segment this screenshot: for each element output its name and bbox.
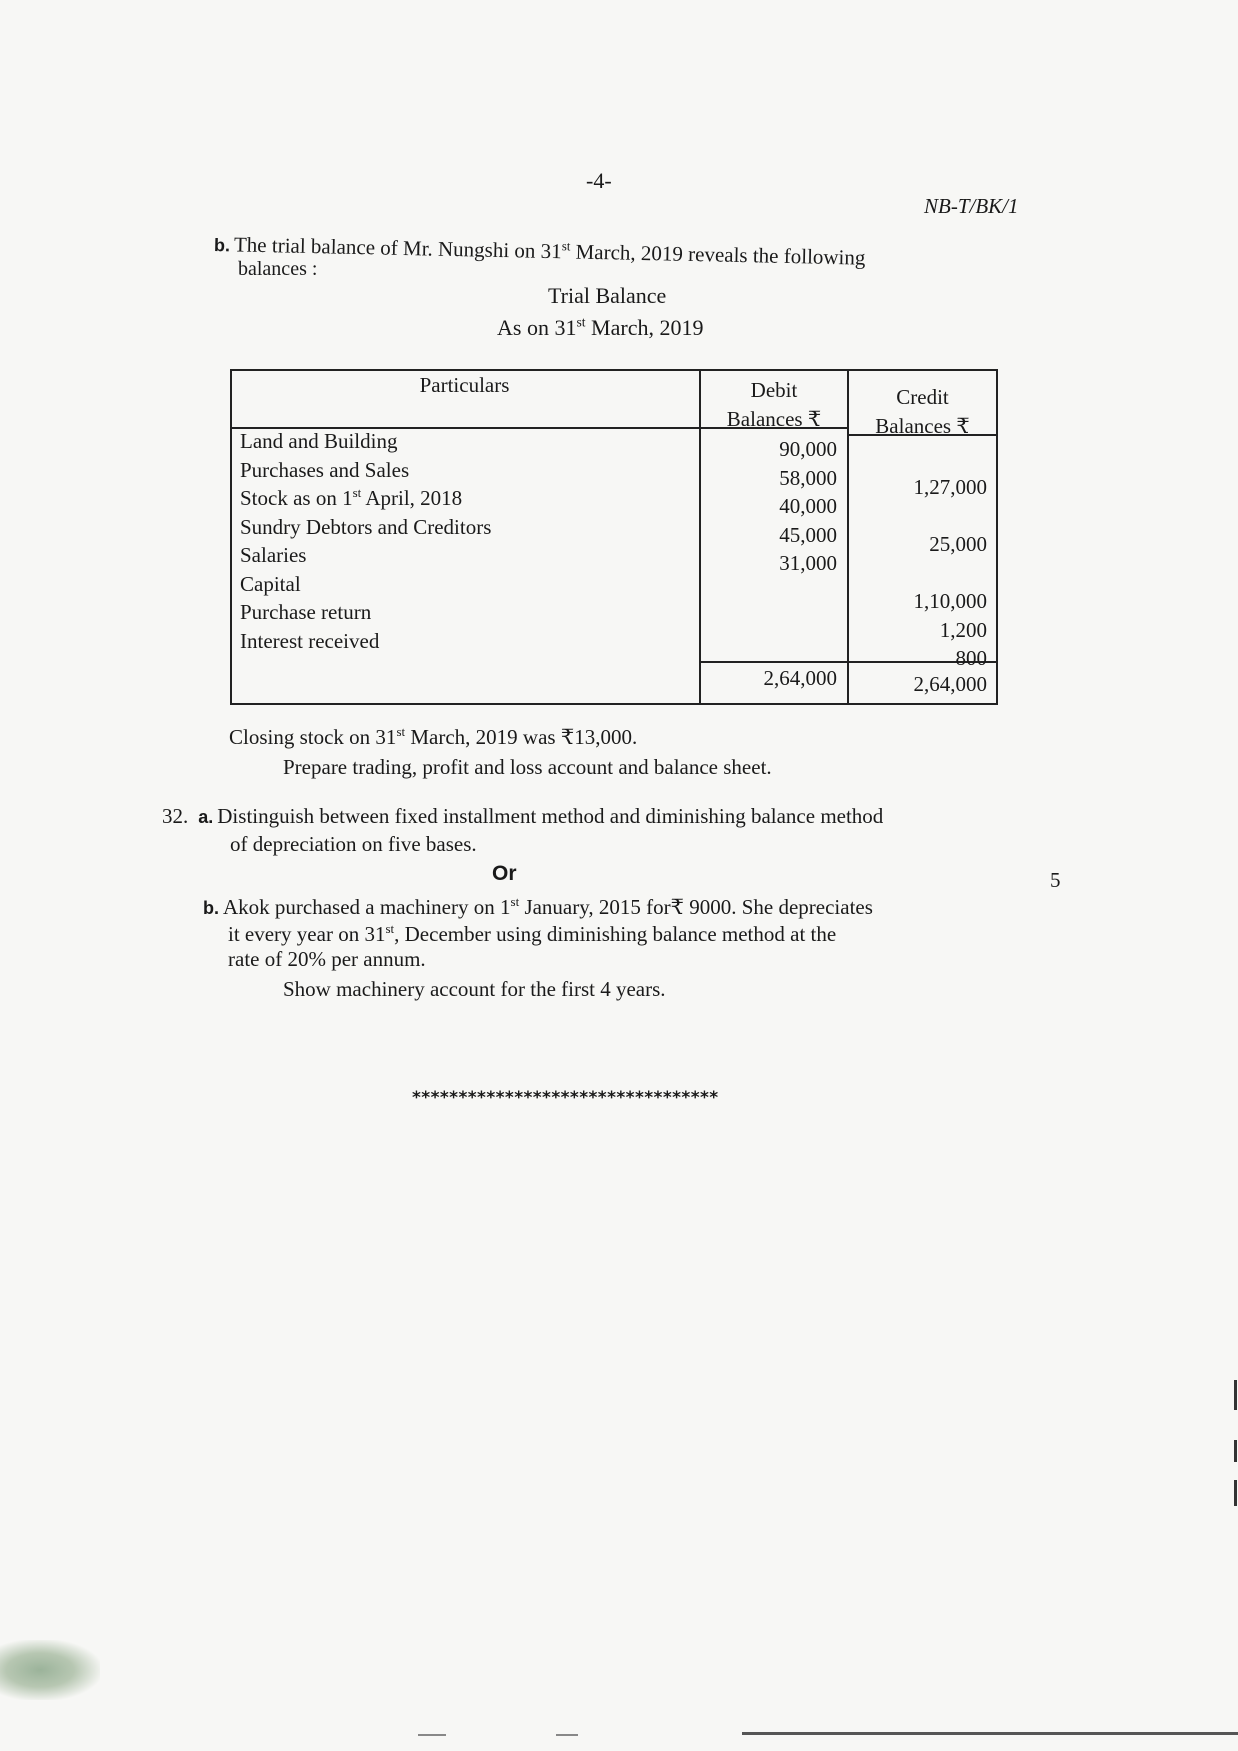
question-b-sup: st [561,238,571,254]
date-text-b: March, 2019 [585,315,704,340]
total-credit: 2,64,000 [913,672,987,696]
credit-column [849,473,987,673]
credit-spacer [849,559,987,588]
question-32b-line3: rate of 20% per annum. [228,947,426,971]
question-b-label: b. [213,235,231,256]
scan-right-mark [1234,1440,1237,1462]
question-32a [162,804,883,829]
debit-value: 40,000 [779,494,837,518]
trial-balance-title: Trial Balance [548,283,667,308]
debit-value: 45,000 [779,522,837,547]
question-32b-line2-sup: st [385,921,395,936]
table-row-particular [240,484,491,513]
scan-edge-line [742,1732,1238,1735]
credit-value: 800 [955,646,987,670]
table-row-particular: Salaries [240,543,307,567]
header-credit-line2: Balances ₹ [875,414,970,438]
question-32b-text-a: Akok purchased a machinery on 1 [223,895,511,919]
question-32b-line2 [228,922,836,947]
end-of-paper-stars: ********************************* [412,1088,719,1108]
credit-value: 1,27,000 [913,475,987,499]
debit-value: 31,000 [779,551,837,575]
question-b-text-a: The trial balance of Mr. Nungshi on 31 [233,232,562,264]
header-credit [849,383,996,441]
date-text-a: As on 31 [497,315,577,340]
question-32b-label: b. [203,898,219,918]
closing-text-b: March, 2019 was ₹13,000. [405,725,638,749]
stock-text-a: Stock as on 1 [240,486,353,510]
scan-edge-dash [418,1734,446,1736]
scan-edge-dash [556,1734,578,1736]
table-row-particular: Capital [240,571,301,596]
debit-column [701,435,837,578]
question-b-intro-line2: balances : [238,258,318,280]
closing-stock-note [229,725,637,750]
stock-sup: st [352,485,362,500]
header-debit-line1: Debit [750,378,798,402]
header-credit-line1: Credit [896,385,949,409]
question-32b-sup: st [510,894,520,909]
question-32a-label: a. [198,807,214,827]
paper-code: NB-T/BK/1 [924,194,1019,218]
question-32b-text-b: January, 2015 for₹ 9000. She depreciates [519,895,873,919]
prepare-instruction: Prepare trading, profit and loss account and balance sheet. [283,755,772,779]
question-b-text-b: March, 2019 reveals the following [570,239,866,270]
particulars-column [240,427,491,655]
scan-right-mark [1234,1480,1237,1506]
credit-value: 25,000 [929,532,987,556]
credit-value: 1,200 [939,617,987,642]
debit-value: 58,000 [779,465,837,490]
date-sup: st [576,314,586,330]
or-separator: Or [492,862,517,885]
question-32b-line4: Show machinery account for the first 4 years. [283,977,666,1001]
credit-value: 1,10,000 [913,589,987,613]
scan-smudge [0,1640,100,1700]
page-number: -4- [586,168,612,193]
stock-text-b: April, 2018 [361,486,463,510]
table-row-particular: Interest received [240,628,380,653]
question-32b-line2-a: it every year on 31 [228,922,386,946]
marks: 5 [1050,868,1061,892]
question-32-number: 32. [162,804,189,828]
header-debit-line2: Balances ₹ [726,407,822,431]
scan-right-mark [1234,1380,1237,1410]
question-32a-line2: of depreciation on five bases. [230,832,477,856]
question-32b-line2-b: , December using diminishing balance method at the [394,922,837,946]
question-32a-text: Distinguish between fixed installment method and diminishing balance method [217,804,884,828]
credit-spacer [849,502,987,531]
total-debit: 2,64,000 [763,666,837,690]
table-row-particular: Purchase return [240,600,372,624]
table-row-particular: Land and Building [240,429,398,453]
table-row-particular: Sundry Debtors and Creditors [240,514,492,539]
debit-value: 90,000 [779,437,837,461]
table-row-particular: Purchases and Sales [240,457,410,482]
trial-balance-date [497,315,703,341]
closing-sup: st [396,724,406,739]
question-32b [203,895,873,920]
header-debit [701,376,847,434]
trial-balance-table [230,369,996,703]
closing-text-a: Closing stock on 31 [229,725,397,749]
header-particulars: Particulars [419,373,510,397]
